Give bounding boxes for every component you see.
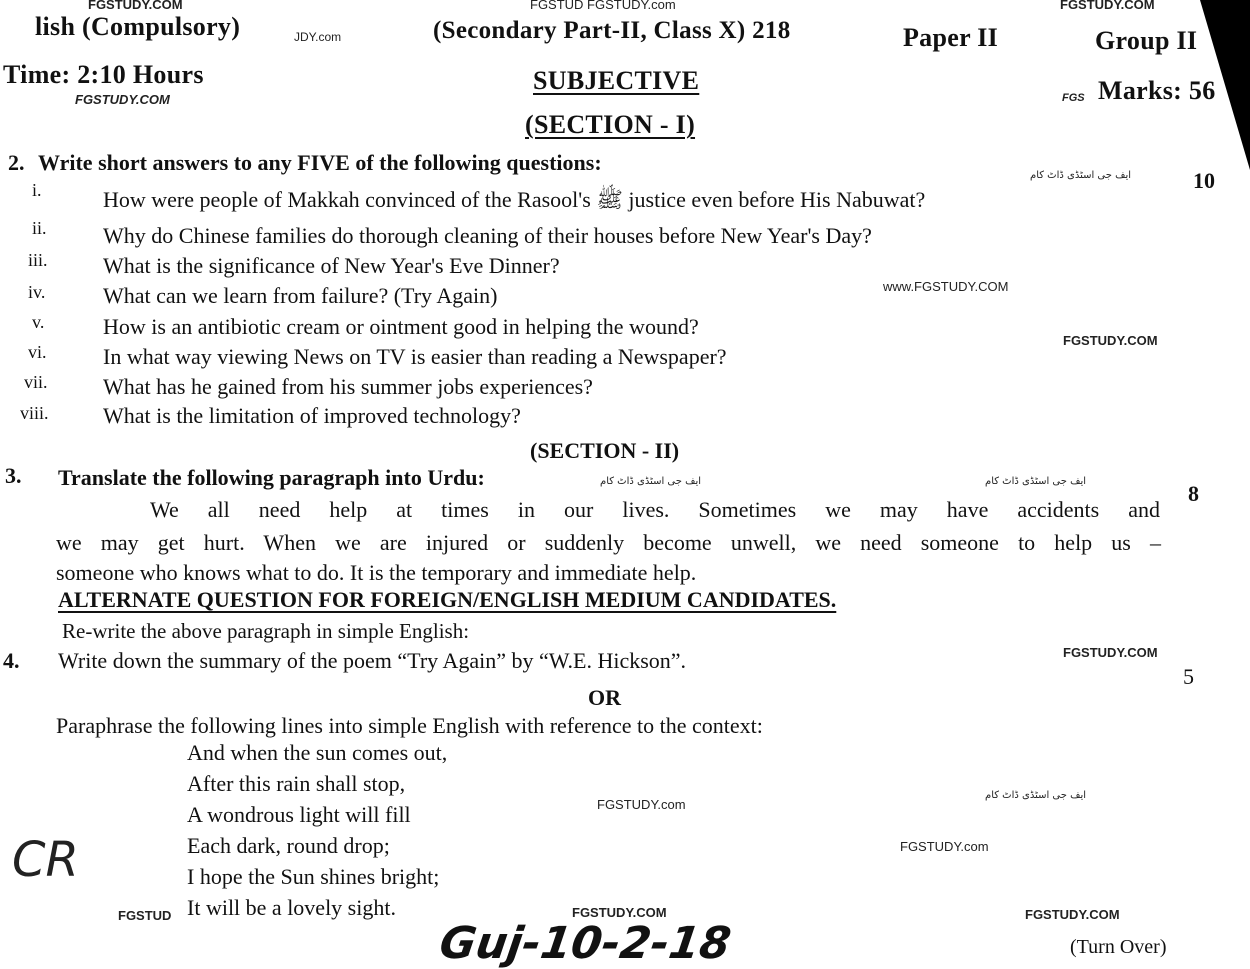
marks-label: Marks: 56 — [1098, 76, 1216, 105]
section-1-heading: (SECTION - I) — [525, 110, 696, 139]
watermark: www.FGSTUDY.COM — [883, 279, 1009, 294]
question-numeral: iv. — [28, 282, 46, 302]
question-numeral: viii. — [20, 403, 49, 423]
question-instruction: Translate the following paragraph into Urdu: — [58, 465, 485, 490]
question-numeral: iii. — [28, 250, 48, 270]
watermark: FGSTUDY.COM — [88, 0, 183, 12]
urdu-watermark: ایف جی اسٹڈی ڈاٹ کام — [600, 476, 702, 487]
or-label: OR — [588, 685, 621, 710]
page-title: SUBJECTIVE — [533, 66, 700, 95]
turn-over-label: (Turn Over) — [1070, 936, 1167, 958]
question-numeral: ii. — [32, 218, 47, 238]
section-2-heading: (SECTION - II) — [530, 438, 680, 463]
subject-title: lish (Compulsory) — [35, 12, 241, 41]
question-instruction: Write short answers to any FIVE of the following questions: — [38, 150, 602, 175]
watermark: FGSTUD — [118, 908, 172, 923]
question-item: How were people of Makkah convinced of the Rasool's ﷺ justice even before His Nabuwat? — [103, 187, 926, 212]
alternate-question-text: Re-write the above paragraph in simple English: — [62, 619, 470, 643]
watermark: FGSTUDY.COM — [75, 92, 170, 107]
poem-line: After this rain shall stop, — [187, 771, 406, 796]
question-number: 3. — [5, 463, 22, 488]
question-item: In what way viewing News on TV is easier than reading a Newspaper? — [103, 344, 727, 369]
watermark: FGSTUDY.com — [597, 797, 686, 812]
paragraph-line: we may get hurt. When we are injured or suddenly become unwell, we need someone to help us – — [56, 530, 1161, 555]
poem-line: Each dark, round drop; — [187, 833, 390, 858]
question-marks: 8 — [1188, 481, 1199, 506]
poem-line: A wondrous light will fill — [187, 802, 411, 827]
question-item: What is the limitation of improved technology? — [103, 403, 521, 428]
time-label: Time: 2:10 Hours — [3, 60, 204, 89]
question-item: Why do Chinese families do thorough cleaning of their houses before New Year's Day? — [103, 223, 872, 248]
watermark: FGS — [1062, 92, 1085, 104]
paraphrase-instruction: Paraphrase the following lines into simple English with reference to the context: — [56, 713, 763, 738]
question-numeral: v. — [32, 312, 45, 332]
question-number: 2. — [8, 150, 25, 175]
handwritten-initials: CR — [12, 832, 79, 888]
urdu-watermark: ایف جی اسٹڈی ڈاٹ کام — [985, 476, 1087, 487]
question-numeral: vii. — [24, 372, 48, 392]
poem-line: I hope the Sun shines bright; — [187, 864, 440, 889]
question-marks: 10 — [1193, 168, 1215, 193]
watermark: FGSTUDY.com — [900, 839, 989, 854]
watermark: FGSTUDY.COM — [1060, 0, 1155, 12]
question-text: Write down the summary of the poem “Try Again” by “W.E. Hickson”. — [58, 648, 687, 673]
question-item: What is the significance of New Year's Eve Dinner? — [103, 253, 560, 278]
watermark: FGSTUDY.COM — [572, 905, 667, 920]
watermark: JDY.com — [294, 30, 342, 44]
paragraph-line: We all need help at times in our lives. Sometimes we may have accidents and — [150, 497, 1160, 522]
watermark: FGSTUDY.COM — [1063, 645, 1158, 660]
watermark: FGSTUDY.COM — [1063, 333, 1158, 348]
question-item: What can we learn from failure? (Try Again) — [103, 283, 498, 308]
paragraph-line: someone who knows what to do. It is the temporary and immediate help. — [56, 560, 697, 585]
alternate-question-heading: ALTERNATE QUESTION FOR FOREIGN/ENGLISH MEDIUM CANDIDATES. — [58, 587, 837, 612]
question-marks: 5 — [1183, 664, 1194, 689]
poem-line: And when the sun comes out, — [187, 740, 448, 765]
watermark: FGSTUDY.COM — [1025, 907, 1120, 922]
paper-label: Paper II — [903, 23, 999, 52]
question-item: What has he gained from his summer jobs experiences? — [103, 374, 593, 399]
class-info: (Secondary Part-II, Class X) 218 — [433, 17, 791, 44]
urdu-watermark: ایف جی اسٹڈی ڈاٹ کام — [985, 790, 1087, 801]
question-number: 4. — [3, 648, 20, 673]
handwritten-date: Guj-10-2-18 — [436, 918, 735, 969]
question-item: How is an antibiotic cream or ointment good in helping the wound? — [103, 314, 699, 339]
group-label: Group II — [1095, 26, 1198, 55]
question-numeral: vi. — [28, 342, 47, 362]
watermark: FGSTUD FGSTUDY.com — [530, 0, 676, 12]
question-numeral: i. — [32, 180, 42, 200]
urdu-watermark: ایف جی اسٹڈی ڈاٹ کام — [1030, 170, 1132, 181]
poem-line: It will be a lovely sight. — [187, 895, 396, 920]
